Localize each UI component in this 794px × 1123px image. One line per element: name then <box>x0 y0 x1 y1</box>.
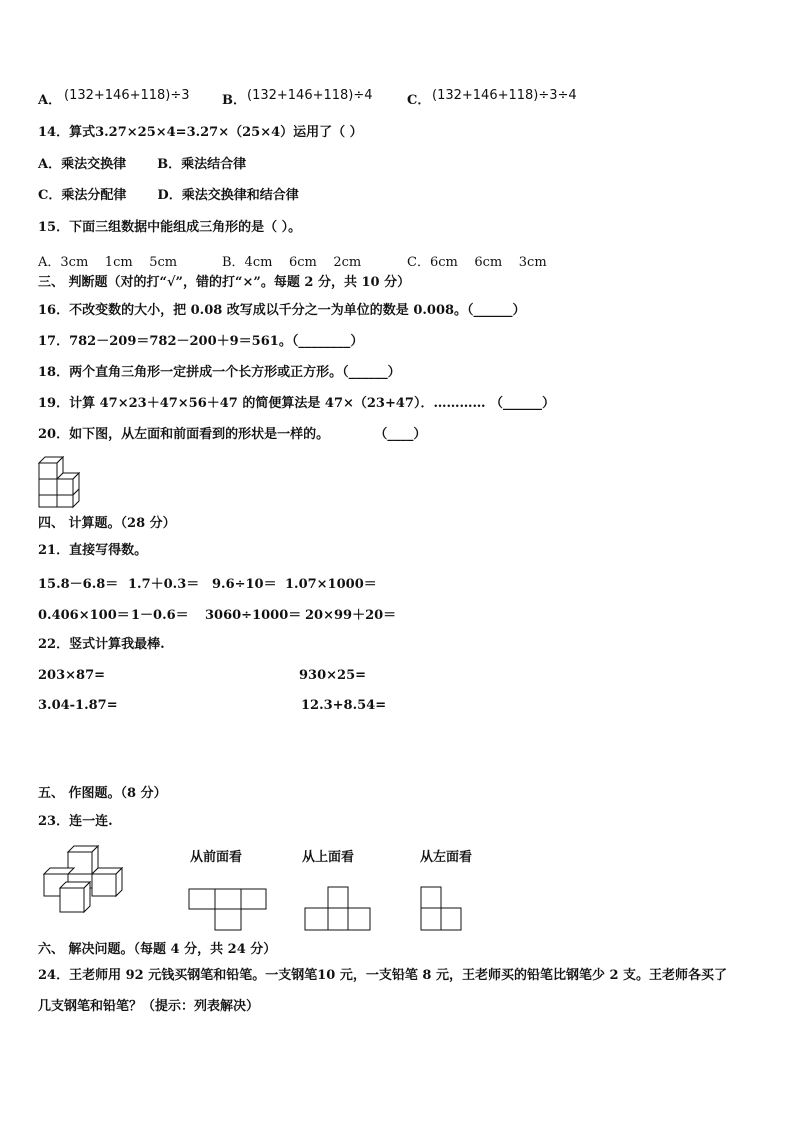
q14-option-a: A．乘法交换律 <box>38 157 127 172</box>
q13-option-c-expr: (132+146+118)÷3÷4 <box>432 88 577 103</box>
q13-option-c-label: C． <box>407 93 431 108</box>
section-5-heading: 五、 作图题。（8 分） <box>38 786 167 801</box>
q22-stem: 22．竖式计算我最棒. <box>38 637 165 652</box>
q21-r1-c1: 15.8－6.8＝ <box>38 577 119 592</box>
q21-r2-c1: 0.406×100＝ <box>38 608 130 623</box>
q23-stem: 23．连一连. <box>38 814 113 829</box>
q18: 18．两个直角三角形一定拼成一个长方形或正方形。（______） <box>38 365 401 380</box>
q22-item-4: 12.3+8.54= <box>301 698 387 713</box>
q21-r1-c3: 9.6÷10＝ <box>212 577 277 592</box>
q13-option-a-expr: (132+146+118)÷3 <box>64 88 190 103</box>
q22-item-2: 930×25= <box>299 668 367 683</box>
q14-options-row2 <box>38 188 299 204</box>
q15-option-c: C．6cm 6cm 3cm <box>407 255 547 270</box>
section-3-heading: 三、 判断题（对的打“√”，错的打“×”。每题 2 分，共 10 分） <box>38 275 411 290</box>
q15-option-b: B．4cm 6cm 2cm <box>222 255 362 270</box>
q14-stem: 14．算式3.27×25×4=3.27×（25×4）运用了（ ） <box>38 125 363 140</box>
q20: 20．如下图，从左面和前面看到的形状是一样的。 （____） <box>38 427 427 442</box>
q16: 16．不改变数的大小，把 0.08 改写成以千分之一为单位的数是 0.008。（______） <box>38 303 526 318</box>
q13-option-a-label: A． <box>38 93 62 108</box>
q21-r2-c2: 1－0.6＝ <box>131 608 189 623</box>
q14-option-b: B．乘法结合律 <box>157 157 247 172</box>
q15-option-a: A．3cm 1cm 5cm <box>38 255 178 270</box>
q21-r2-c3: 3060÷1000＝ <box>205 608 302 623</box>
q13-option-b-expr: (132+146+118)÷4 <box>247 88 373 103</box>
q23-view-front <box>188 888 268 932</box>
q14-option-c: C．乘法分配律 <box>38 188 127 203</box>
q24-line-1: 24．王老师用 92 元钱买钢笔和铅笔。一支钢笔10 元，一支铅笔 8 元，王老师买的铅笔比钢笔少 2 支。王老师各买了 <box>38 968 728 983</box>
q22-item-3: 3.04-1.87= <box>38 698 118 713</box>
q15-stem: 15．下面三组数据中能组成三角形的是（ ）。 <box>38 220 302 235</box>
q21-stem: 21．直接写得数。 <box>38 543 148 558</box>
q23-cube-figure <box>40 844 132 916</box>
q23-caption-top: 从上面看 <box>302 850 355 865</box>
q19: 19．计算 47×23＋47×56＋47 的简便算法是 47×（23+47）．………… （______） <box>38 396 555 411</box>
q21-r1-c2: 1.7＋0.3＝ <box>128 577 200 592</box>
q13-option-b-label: B． <box>222 93 246 108</box>
q23-caption-front: 从前面看 <box>190 850 243 865</box>
q17: 17．782－209＝782－200＋9＝561。（________） <box>38 334 364 349</box>
section-6-heading: 六、 解决问题。（每题 4 分，共 24 分） <box>38 942 277 957</box>
q14-option-d: D．乘法交换律和结合律 <box>157 188 299 203</box>
q21-r1-c4: 1.07×1000＝ <box>285 577 377 592</box>
q21-r2-c4: 20×99＋20＝ <box>305 608 397 623</box>
q23-view-top <box>304 886 384 932</box>
q20-cube-figure <box>34 456 90 508</box>
section-4-heading: 四、 计算题。（28 分） <box>38 516 176 531</box>
q23-caption-left: 从左面看 <box>420 850 473 865</box>
q14-options-row1 <box>38 157 246 173</box>
q24-line-2: 几支钢笔和铅笔？（提示：列表解决） <box>38 999 260 1014</box>
q23-view-left <box>420 886 466 932</box>
q22-item-1: 203×87= <box>38 668 106 683</box>
